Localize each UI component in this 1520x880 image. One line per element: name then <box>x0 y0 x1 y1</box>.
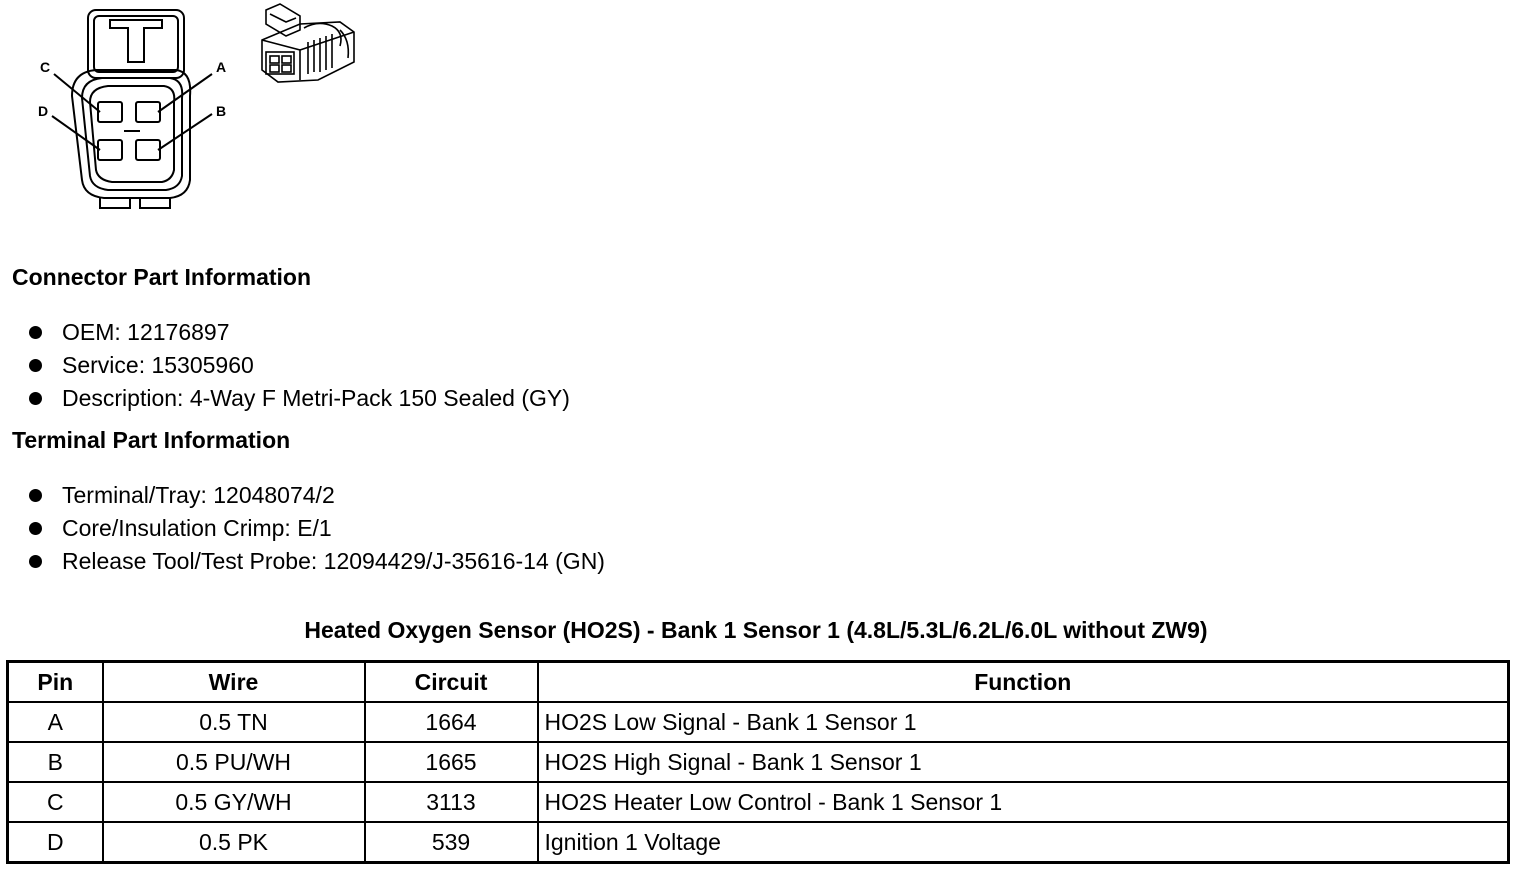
cell-function: HO2S Low Signal - Bank 1 Sensor 1 <box>538 702 1509 742</box>
table-row <box>8 782 1509 822</box>
pin-label-b: B <box>216 103 227 119</box>
list-item <box>26 545 605 578</box>
cell-circuit: 539 <box>365 822 538 863</box>
list-item-text: OEM: 12176897 <box>62 319 230 345</box>
cell-pin: A <box>8 702 103 742</box>
bullet-icon <box>29 326 42 339</box>
connector-info-list <box>26 316 570 415</box>
table-header-row <box>8 662 1509 703</box>
bullet-icon <box>29 555 42 568</box>
cell-wire: 0.5 TN <box>103 702 365 742</box>
cell-function: HO2S Heater Low Control - Bank 1 Sensor 1 <box>538 782 1509 822</box>
list-item <box>26 349 570 382</box>
list-item-text: Release Tool/Test Probe: 12094429/J-35616-14 (GN) <box>62 548 605 574</box>
pin-label-d: D <box>38 103 49 119</box>
list-item-text: Service: 15305960 <box>62 352 254 378</box>
cell-function: HO2S High Signal - Bank 1 Sensor 1 <box>538 742 1509 782</box>
column-header-function: Function <box>538 662 1509 703</box>
column-header-wire: Wire <box>103 662 365 703</box>
connector-info-title: Connector Part Information <box>12 264 312 290</box>
cell-function: Ignition 1 Voltage <box>538 822 1509 863</box>
connector-face-view <box>52 10 212 208</box>
cell-wire: 0.5 PU/WH <box>103 742 365 782</box>
bullet-icon <box>29 392 42 405</box>
bullet-icon <box>29 359 42 372</box>
cell-wire: 0.5 GY/WH <box>103 782 365 822</box>
bullet-icon <box>29 489 42 502</box>
cell-pin: B <box>8 742 103 782</box>
cell-pin: C <box>8 782 103 822</box>
pin-label-c: C <box>40 59 51 75</box>
list-item <box>26 316 570 349</box>
table-row <box>8 742 1509 782</box>
list-item-text: Terminal/Tray: 12048074/2 <box>62 482 335 508</box>
list-item-text: Core/Insulation Crimp: E/1 <box>62 515 332 541</box>
connector-isometric-picture <box>262 4 354 82</box>
pin-table-title: Heated Oxygen Sensor (HO2S) - Bank 1 Sensor 1 (4.8L/5.3L/6.2L/6.0L without ZW9) <box>304 617 1208 643</box>
connector-diagram <box>0 0 380 220</box>
cell-circuit: 1665 <box>365 742 538 782</box>
cell-pin: D <box>8 822 103 863</box>
column-header-pin: Pin <box>8 662 103 703</box>
terminal-info-title: Terminal Part Information <box>12 427 291 453</box>
cell-circuit: 3113 <box>365 782 538 822</box>
pin-label-a: A <box>216 59 227 75</box>
list-item-text: Description: 4-Way F Metri-Pack 150 Sealed (GY) <box>62 385 570 411</box>
table-row <box>8 702 1509 742</box>
cell-circuit: 1664 <box>365 702 538 742</box>
column-header-circuit: Circuit <box>365 662 538 703</box>
list-item <box>26 479 605 512</box>
bullet-icon <box>29 522 42 535</box>
list-item <box>26 382 570 415</box>
pin-table <box>6 660 1510 864</box>
terminal-info-list <box>26 479 605 578</box>
cell-wire: 0.5 PK <box>103 822 365 863</box>
list-item <box>26 512 605 545</box>
table-row <box>8 822 1509 863</box>
